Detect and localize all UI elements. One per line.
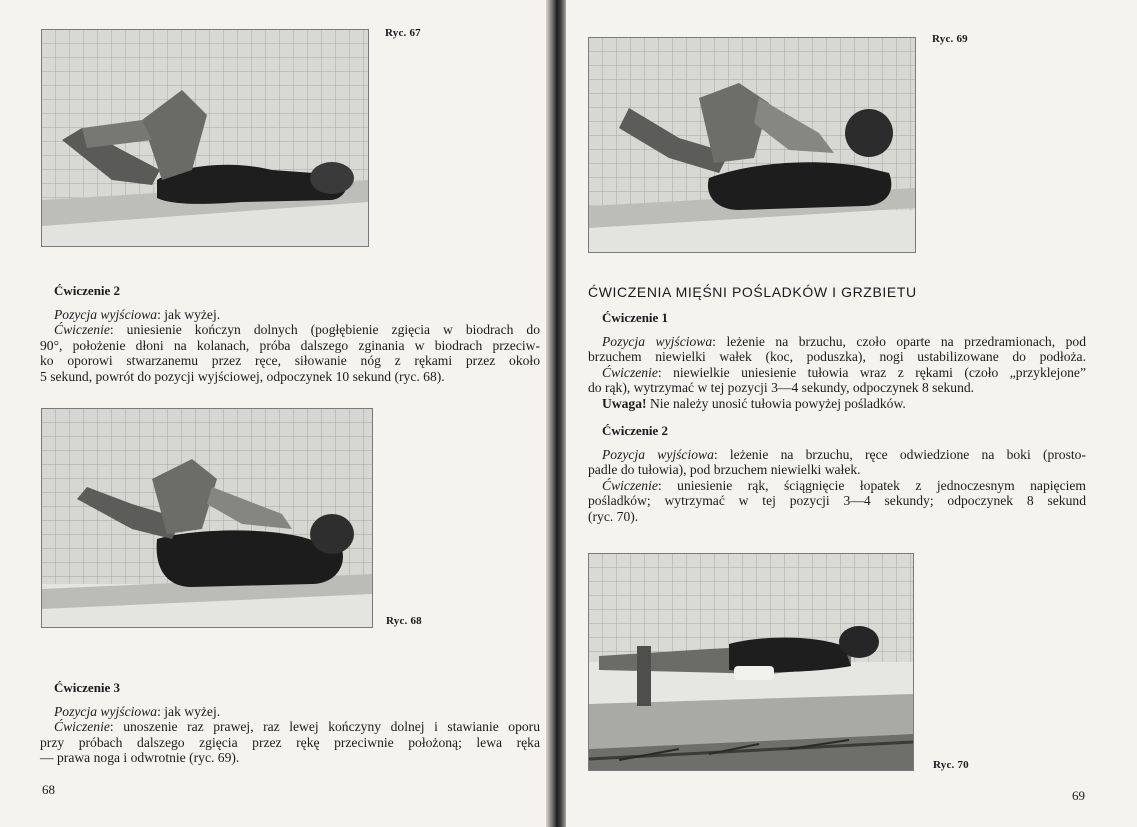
- exercise-1-ex-line1: Ćwiczenie: niewielkie uniesienie tułowia wraz z rękami (czoło „przyklejone”: [602, 364, 1086, 380]
- right-page: [566, 0, 1137, 827]
- exercise-2-block: [40, 283, 540, 385]
- exercise-2-right-ex-line2: pośladków; wytrzymać w tej pozycji 3—4 sekundy; odpoczynek 8 sekund: [588, 493, 1086, 509]
- exercise-1-ex-line2: do rąk), wytrzymać w tej pozycji 3—4 sekundy, odpoczynek 8 sekund.: [588, 380, 975, 396]
- figure-69-caption: Ryc. 69: [932, 33, 968, 45]
- figure-70-photo: [588, 553, 914, 771]
- page-number-left: 68: [42, 782, 55, 797]
- exercise-1-title: Ćwiczenie 1: [602, 310, 669, 325]
- exercise-2-line1: Ćwiczenie: uniesienie kończyn dolnych (pogłębienie zgięcia w biodrach do: [54, 322, 540, 338]
- exercise-1-start-line1: Pozycja wyjściowa: leżenie na brzuchu, czoło oparte na przedramionach, pod: [602, 333, 1086, 349]
- book-spine: [546, 0, 568, 827]
- figure-67-caption: Ryc. 67: [385, 27, 421, 39]
- exercise-2-line2: 90°, położenie dłoni na kolanach, próba dalszego zginania w biodrach przeciw-: [40, 337, 540, 353]
- exercise-2-right-start-line1: Pozycja wyjściowa: leżenie na brzuchu, ręce odwiedzione na boki (prosto-: [602, 446, 1086, 462]
- exercise-2-right-ex-line3: (ryc. 70).: [588, 508, 639, 524]
- exercise-2-title: Ćwiczenie 2: [54, 283, 121, 298]
- figure-68-caption: Ryc. 68: [386, 615, 422, 627]
- exercise-2-start: Pozycja wyjściowa: jak wyżej.: [54, 306, 221, 322]
- figure-69-photo: [588, 37, 916, 253]
- exercise-2-right-title: Ćwiczenie 2: [602, 423, 669, 438]
- exercise-2-right-block: [588, 423, 1086, 525]
- exercise-1-block: [588, 310, 1086, 412]
- page-number-right: 69: [1072, 788, 1085, 803]
- figure-68-photo: [41, 408, 373, 628]
- section-title: ĆWICZENIA MIĘŚNI POŚLADKÓW I GRZBIETU: [588, 284, 917, 300]
- left-page: [0, 0, 552, 827]
- exercise-3-block: [40, 680, 540, 766]
- exercise-2-right-start-line2: padle do tułowia), pod brzuchem niewielki wałek.: [588, 462, 861, 478]
- exercise-3-line3: — prawa noga i odwrotnie (ryc. 69).: [40, 750, 240, 766]
- exercise-1-note: Uwaga! Nie należy unosić tułowia powyżej pośladków.: [602, 395, 906, 411]
- exercise-3-start: Pozycja wyjściowa: jak wyżej.: [54, 703, 221, 719]
- exercise-2-line4: 5 sekund, powrót do pozycji wyjściowej, odpoczynek 10 sekund (ryc. 68).: [40, 368, 445, 384]
- figure-70-caption: Ryc. 70: [933, 759, 969, 771]
- figure-67-photo: [41, 29, 369, 247]
- exercise-3-line2: przy próbach dalszego zgięcia przez rękę przeciwnie położoną; lewa ręka: [40, 734, 540, 750]
- exercise-2-right-ex-line1: Ćwiczenie: uniesienie rąk, ściągnięcie łopatek z jednoczesnym napięciem: [602, 477, 1086, 493]
- exercise-2-line3: ko oporowi stwarzanemu przez ręce, siłowanie nóg z rękami przez około: [40, 353, 540, 369]
- exercise-1-start-line2: brzuchem niewielki wałek (koc, poduszka), nogi ustabilizowane do podłoża.: [588, 349, 1086, 365]
- exercise-3-line1: Ćwiczenie: unoszenie raz prawej, raz lewej kończyny dolnej i stawianie oporu: [54, 719, 540, 735]
- exercise-3-title: Ćwiczenie 3: [54, 680, 121, 695]
